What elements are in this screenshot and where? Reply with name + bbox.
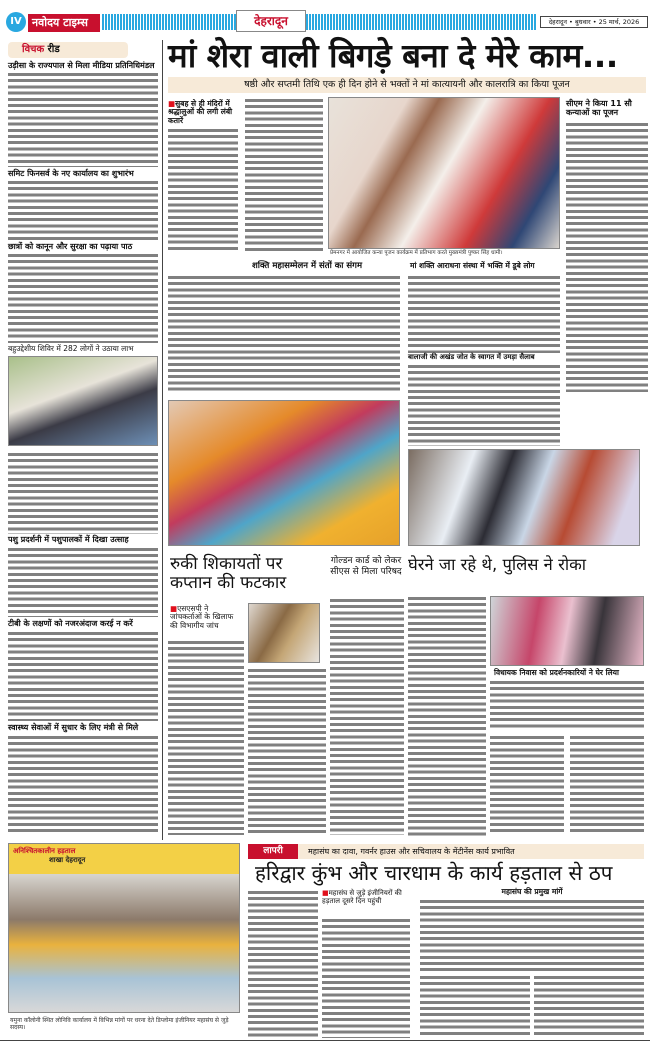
balaji-headline: बालाजी की अखंड जोत के स्वागत में उमड़ा सैलाब bbox=[408, 353, 535, 361]
body-text bbox=[566, 122, 648, 392]
body-text bbox=[534, 975, 644, 1037]
photo-banner-text: अनिश्चितकालीन हड़ताल bbox=[13, 847, 76, 855]
body-text bbox=[490, 680, 644, 728]
photo-banner-sub: शाखा देहरादून bbox=[49, 856, 86, 864]
edition-tab: देहरादून bbox=[236, 10, 306, 32]
left-headline-5: पशु प्रदर्शनी में पशुपालकों में दिखा उत्साह bbox=[8, 535, 129, 544]
body-text bbox=[8, 735, 158, 835]
body-text bbox=[168, 640, 244, 835]
left-headline-1: उड़ीसा के राज्यपाल से मिला मीडिया प्रतिनिधिमंडल bbox=[8, 61, 155, 70]
aradhana-headline: मां शक्ति आराधना संस्था में भक्ति में डूबे लोग bbox=[410, 261, 535, 270]
body-text bbox=[420, 899, 644, 971]
golden-headline: गोल्डन कार्ड को लेकर सीएस से मिला परिषद bbox=[330, 556, 402, 578]
section-label-a: विचक bbox=[22, 44, 45, 55]
kaptan-headline: रुकी शिकायतों पर कप्तान की फटकार bbox=[170, 554, 287, 593]
lead-photo-caption: प्रेमनगर में आयोजित कन्या पूजन कार्यक्रम में प्रतिभाग करते मुख्यमंत्री पुष्कर सिंह धामी। bbox=[330, 250, 503, 256]
section-label-b: रीड bbox=[47, 44, 60, 55]
side-headline: सीएम ने किया 11 सौ कन्याओं का पूजन bbox=[566, 99, 632, 117]
strike-photo bbox=[8, 843, 240, 1013]
lead-photo bbox=[328, 97, 560, 249]
red-square-icon: ■ bbox=[170, 604, 178, 613]
section-label bbox=[8, 42, 128, 58]
page-number-badge: IV bbox=[6, 12, 26, 32]
body-text bbox=[8, 180, 158, 240]
bottom-kicker: ■महासंघ से जुड़े इंजीनियरों की हड़ताल दूसरे दिन पहुंची bbox=[322, 889, 402, 905]
left-headline-7: स्वास्थ्य सेवाओं में सुधार के लिए मंत्री से मिले bbox=[8, 723, 139, 732]
bottom-headline: हरिद्वार कुंभ और चारधाम के कार्य हड़ताल से ठप bbox=[255, 861, 613, 885]
protest-caption-headline: विधायक निवास को प्रदर्शनकारियों ने घेर लिया bbox=[494, 668, 619, 677]
body-text bbox=[322, 918, 410, 1038]
body-text bbox=[168, 275, 400, 393]
body-text bbox=[330, 598, 404, 835]
body-text bbox=[248, 668, 326, 835]
body-text bbox=[408, 596, 486, 836]
masthead bbox=[0, 0, 650, 36]
gathering-photo bbox=[408, 449, 640, 546]
left-headline-6: टीबी के लक्षणों को नजरअंदाज करई न करें bbox=[8, 619, 133, 628]
gherne-headline: घेरने जा रहे थे, पुलिस ने रोका bbox=[408, 555, 587, 574]
body-text bbox=[408, 275, 560, 353]
lead-subheadline: षष्ठी और सप्तमी तिथि एक ही दिन होने से भक्तों ने मां कात्यायनी और कालरात्रि का किया पूजन bbox=[168, 77, 646, 93]
body-text bbox=[420, 975, 530, 1037]
left-headline-4: बहुउद्देशीय शिविर में 282 लोगों ने उठाया लाभ bbox=[8, 344, 134, 353]
lead-headline: मां शेरा वाली बिगड़े बना दे मेरे काम... bbox=[168, 36, 618, 75]
red-square-icon: ■ bbox=[168, 99, 176, 108]
dateline: देहरादून • बुधवार • 25 मार्च, 2026 bbox=[540, 16, 648, 28]
police-photo bbox=[248, 603, 320, 663]
shakti-headline: शक्ति महासम्मेलन में संतों का संगम bbox=[252, 261, 363, 271]
body-text bbox=[8, 253, 158, 343]
body-text bbox=[248, 890, 318, 1038]
body-text bbox=[570, 735, 644, 835]
red-square-icon: ■ bbox=[322, 889, 329, 897]
body-text bbox=[8, 452, 158, 534]
devotees-photo bbox=[168, 400, 400, 546]
body-text bbox=[245, 98, 323, 253]
strap-label: लापरी bbox=[248, 844, 298, 859]
brand-logo: नवोदय टाइम्स bbox=[28, 14, 100, 32]
body-text bbox=[8, 631, 158, 721]
body-text bbox=[8, 72, 158, 167]
body-text bbox=[490, 735, 564, 835]
left-headline-3: छात्रों को कानून और सुरक्षा का पढ़ाया पाठ bbox=[8, 242, 133, 251]
page-bottom-rule bbox=[0, 1040, 650, 1041]
strap-bar bbox=[248, 844, 644, 859]
camp-photo bbox=[8, 356, 158, 446]
strap-text: महासंघ का दावा, गवर्नर हाउस और सचिवालय के मेंटीनेंस कार्य प्रभावित bbox=[308, 847, 515, 856]
demands-box-title: महासंघ की प्रमुख मांगें bbox=[501, 887, 563, 896]
kaptan-kicker: ■एसएसपी ने जांचकर्ताओं के खिलाफ की विभागीय जांच bbox=[170, 604, 234, 630]
blue-stripe-bar bbox=[102, 14, 536, 30]
body-text bbox=[168, 128, 238, 253]
strike-photo-caption: यमुना कॉलोनी स्थित लोनिवि कार्यालय में विभिन्न मांगों पर धरना देते डिप्लोमा इंजीनियर महासंघ से जुड़े सदस्य। bbox=[10, 1017, 229, 1032]
lead-kicker: ■सुबह से ही मंदिरों में श्रद्धालुओं की लगी लंबी कतारें bbox=[168, 99, 233, 125]
body-text bbox=[8, 547, 158, 617]
protest-photo bbox=[490, 596, 644, 666]
column-divider bbox=[162, 40, 163, 840]
left-headline-2: समिट फिनसर्व के नए कार्यालय का शुभारंभ bbox=[8, 169, 134, 178]
body-text bbox=[408, 364, 560, 446]
